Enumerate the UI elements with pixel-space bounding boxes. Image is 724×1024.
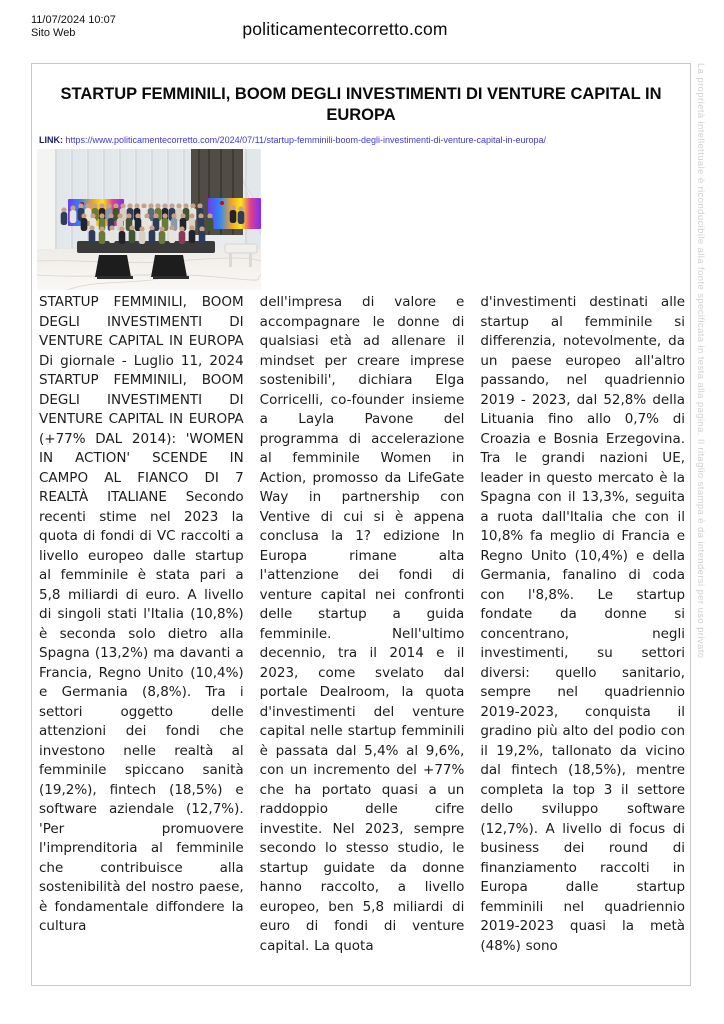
article-column-1: STARTUP FEMMINILI, BOOM DEGLI INVESTIMENTI DI VENTURE CAPITAL IN EUROPA Di giornale - Luglio 11, 2024 STARTUP FEMMINILI, BOOM DEGLI INVESTIMENTI DI VENTURE CAPITAL IN EUROPA (+77% DAL 2014): 'WOMEN IN ACTION' SCENDE IN CAMPO AL FIANCO DI 7 REALTÀ ITALIANE Secondo recenti stime nel 2023 la quota di fondi di VC raccolti a livello europeo dalle startup al femminile è stata pari a 5,8 miliardi di euro. A livello di singoli stati l'Italia (10,8%) è seconda solo dietro alla Spagna (13,2%) ma davanti a Francia, Regno Unito (10,4%) e Germania (8,8%). Tra i settori oggetto delle attenzioni dei fondi che investono nelle realtà al femminile spiccano sanità (19,2%), fintech (18,5%) e software aziendale (12,7%). 'Per promuovere l'imprenditoria al femminile che contribuisce alla sostenibilità del nostro paese, è fondamentale diffondere la cultura: [39, 294, 244, 934]
article-columns: [39, 293, 685, 956]
clip-channel: Sito Web: [31, 27, 76, 39]
clip-date: 11/07/2024 10:07: [31, 14, 116, 26]
copyright-watermark: La proprietà intellettuale è riconducibile alla fonte specificata in testa alla pagina. Il ritaglio stampa è da intendersi per uso privato: [695, 63, 706, 659]
article-box: [31, 63, 691, 986]
article-photo: [37, 149, 261, 290]
link-row: [39, 135, 683, 146]
article-column-3: d'investimenti destinati alle startup al femminile si differenzia, notevolmente, da un paese europeo all'altro passando, nel quadriennio 2019 - 2023, dal 52,8% della Lituania fino allo 0,7% di Croazia e Bosnia Erzegovina. Tra le grandi nazioni UE, leader in questo mercato è la Spagna con il 13,3%, seguita a ruota dall'Italia che con il 10,8% fa meglio di Francia e Regno Unito (10,4%) e della Germania, fanalino di coda con l'8,8%. Le startup fondate da donne si concentrano, negli investimenti, su settori diversi: quello sanitario, sempre nel quadriennio 2019-2023, conquista il gradino più alto del podio con il 19,2%, tallonato da vicino dal fintech (18,5%), mentre completa la top 3 il settore dello sviluppo software (12,7%). A livello di focus di business dei round di finanziamento raccolti in Europa dalle startup femminili nel quadriennio 2019-2023 quasi la metà (48%) sono: [480, 294, 686, 954]
site-title: politicamentecorretto.com: [242, 19, 448, 39]
article-link[interactable]: https://www.politicamentecorretto.com/2024/07/11/startup-femminili-boom-degli-investimenti-di-venture-capital-in-europa/: [65, 135, 547, 145]
article-headline: STARTUP FEMMINILI, BOOM DEGLI INVESTIMENTI DI VENTURE CAPITAL IN EUROPA: [60, 85, 662, 124]
article-column-2: dell'impresa di valore e accompagnare le donne di qualsiasi età ad allenare il mindset per creare imprese sostenibili', dichiara Elga Corricelli, co-founder insieme a Layla Pavone del programma di accelerazione al femminile Women in Action, promosso da LifeGate Way in partnership con Ventive di cui si è appena conclusa la 1? edizione In Europa rimane alta l'attenzione dei fondi di venture capital nei confronti delle startup a guida femminile. Nell'ultimo decennio, tra il 2014 e il 2023, come svelato dal portale Dealroom, la quota d'investimenti del venture capital nelle startup femminili è passata dal 5,4% al 9,6%, con un incremento del +77% che ha portato quasi a un raddoppio delle cifre investite. Nel 2023, sempre secondo lo stesso studio, le startup guidate da donne hanno raccolto, a livello europeo, ben 5,8 miliardi di euro di fondi di venture capital. La quota: [259, 294, 465, 954]
link-label: LINK:: [39, 135, 63, 145]
